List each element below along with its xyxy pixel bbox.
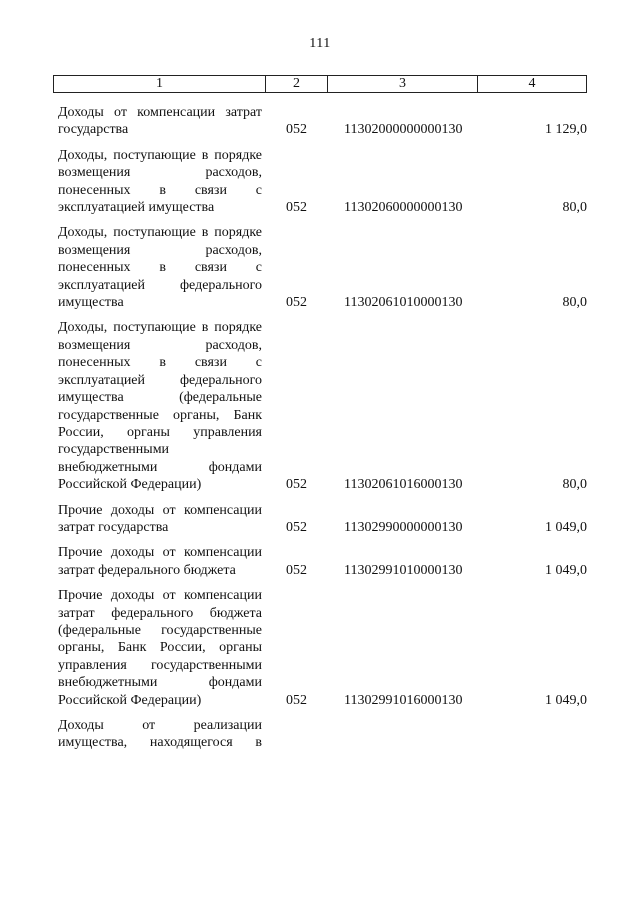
budget-code: 11302991010000130 <box>344 562 463 578</box>
table-header <box>53 75 587 93</box>
table-row <box>58 544 587 579</box>
table-row <box>58 104 587 139</box>
admin-code: 052 <box>286 477 307 493</box>
amount: 1 049,0 <box>545 562 587 578</box>
admin-code: 052 <box>286 692 307 708</box>
income-name: Доходы, поступающие в порядке возмещения расходов, понесенных в связи с эксплуатацией федерального имущества (федеральные государственные органы, Банк России, органы управления государственными внебюджетными фондами Российской Федерации) <box>58 320 262 493</box>
income-name: Прочие доходы от компенсации затрат федерального бюджета <box>58 545 262 578</box>
page-number: 111 <box>309 36 331 51</box>
income-name: Доходы от компенсации затрат государства <box>58 105 262 138</box>
table-row <box>58 224 587 311</box>
amount: 1 129,0 <box>545 122 587 138</box>
amount: 80,0 <box>562 477 587 493</box>
header-col-3: 3 <box>328 76 478 92</box>
budget-code: 11302000000000130 <box>344 122 463 138</box>
table-row <box>58 147 587 217</box>
budget-code: 11302061010000130 <box>344 295 463 311</box>
amount: 80,0 <box>562 295 587 311</box>
table-body <box>58 104 587 760</box>
amount: 80,0 <box>562 200 587 216</box>
table-row <box>58 587 587 709</box>
amount: 1 049,0 <box>545 519 587 535</box>
budget-code: 11302991016000130 <box>344 692 463 708</box>
admin-code: 052 <box>286 519 307 535</box>
admin-code: 052 <box>286 295 307 311</box>
admin-code: 052 <box>286 200 307 216</box>
admin-code: 052 <box>286 122 307 138</box>
income-name: Доходы, поступающие в порядке возмещения расходов, понесенных в связи с эксплуатацией имущества <box>58 147 262 216</box>
budget-code: 11302990000000130 <box>344 519 463 535</box>
header-col-2: 2 <box>266 76 328 92</box>
header-col-1: 1 <box>54 76 266 92</box>
table-row <box>58 717 587 752</box>
budget-code: 11302061016000130 <box>344 477 463 493</box>
header-col-4: 4 <box>528 76 536 91</box>
income-name: Прочие доходы от компенсации затрат федерального бюджета (федеральные государственные органы, Банк России, органы управления государственными внебюджетными фондами Российской Федерации) <box>58 588 262 708</box>
income-name: Доходы от реализации имущества, находящегося в <box>58 718 262 751</box>
table-row <box>58 319 587 493</box>
income-name: Прочие доходы от компенсации затрат государства <box>58 502 262 535</box>
table-row <box>58 502 587 537</box>
income-name: Доходы, поступающие в порядке возмещения расходов, понесенных в связи с эксплуатацией федерального имущества <box>58 225 262 311</box>
amount: 1 049,0 <box>545 692 587 708</box>
admin-code: 052 <box>286 562 307 578</box>
budget-code: 11302060000000130 <box>344 200 463 216</box>
